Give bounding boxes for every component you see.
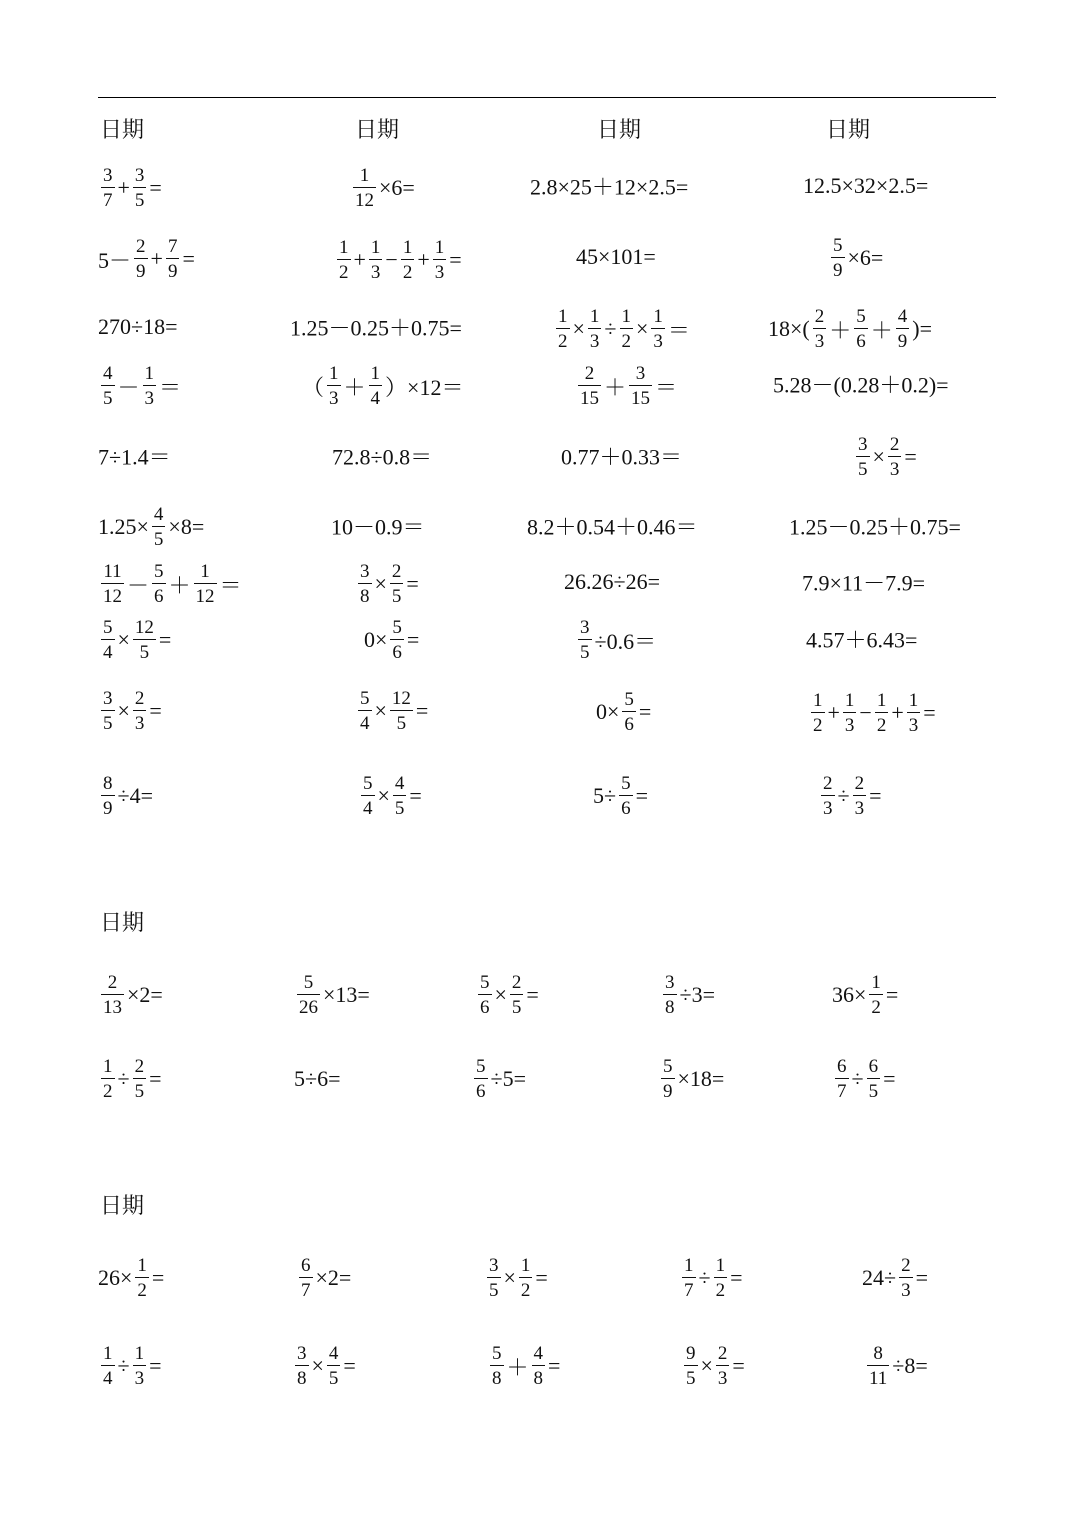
fraction: 2 3	[717, 1343, 728, 1389]
fraction: 1 2	[103, 1056, 113, 1102]
date-label: 日期	[100, 118, 145, 143]
fraction: 5 4	[103, 617, 113, 663]
date-label: 日期	[355, 118, 400, 143]
fraction: 1 2	[137, 1255, 147, 1301]
fraction: 1 7	[684, 1255, 694, 1301]
fraction: 5 6	[154, 561, 164, 607]
fraction: 1 2	[621, 306, 631, 352]
fraction: 2 9	[136, 236, 146, 282]
fraction: 1 2	[871, 972, 881, 1018]
fraction: 1 3	[329, 363, 339, 409]
section3-date-label: 日期	[100, 1194, 145, 1219]
fraction: 3 5	[858, 434, 868, 480]
date-label: 日期	[597, 118, 642, 143]
fraction: 5 9	[833, 235, 843, 281]
fraction: 12 5	[134, 617, 154, 663]
fraction: 2 3	[814, 306, 825, 352]
fraction: 1 3	[653, 306, 663, 352]
fraction: 2 3	[134, 688, 145, 734]
fraction: 2 3	[823, 773, 833, 819]
fraction: 4 9	[897, 306, 908, 352]
fraction: 2 3	[889, 434, 900, 480]
fraction: 5 4	[360, 688, 370, 734]
fraction: 3 8	[297, 1343, 307, 1389]
fraction: 2 5	[391, 561, 402, 607]
fraction: 1 4	[103, 1343, 113, 1389]
fraction: 3 8	[665, 972, 675, 1018]
fraction: 5 6	[621, 773, 631, 819]
fraction: 3 5	[134, 165, 145, 211]
fraction: 5 6	[392, 617, 402, 663]
fraction: 5 6	[476, 1056, 486, 1102]
fraction: 1 3	[844, 690, 855, 736]
fraction: 5 6	[856, 306, 866, 352]
fraction: 9 5	[686, 1343, 696, 1389]
fraction: 3 15	[631, 363, 651, 409]
fraction: 2 3	[901, 1255, 911, 1301]
fraction: 5 6	[480, 972, 490, 1018]
fraction: 1 2	[558, 306, 568, 352]
fraction: 4 5	[103, 363, 113, 409]
fraction: 5 8	[492, 1343, 502, 1389]
fraction: 1 3	[370, 237, 381, 283]
fraction: 3 5	[580, 617, 590, 663]
fraction: 1 2	[876, 690, 887, 736]
fraction: 5 26	[299, 972, 318, 1018]
fraction: 3 5	[489, 1255, 499, 1301]
fraction: 12 5	[391, 688, 411, 734]
fraction: 5 9	[663, 1056, 673, 1102]
fraction: 3 7	[103, 165, 113, 211]
fraction: 6 7	[837, 1056, 847, 1102]
fraction: 1 3	[589, 306, 600, 352]
fraction: 5 6	[624, 689, 634, 735]
fraction: 7 9	[167, 236, 178, 282]
fraction: 1 2	[520, 1255, 531, 1301]
fraction: 8 11	[869, 1343, 888, 1389]
fraction: 1 2	[813, 690, 823, 736]
fraction: 1 12	[195, 561, 215, 607]
fraction: 1 2	[715, 1255, 726, 1301]
fraction: 4 5	[328, 1343, 339, 1389]
fraction: 6 5	[868, 1056, 879, 1102]
fraction: 1 2	[339, 237, 349, 283]
fraction: 1 3	[908, 690, 919, 736]
fraction: 4 5	[394, 773, 405, 819]
date-label: 日期	[826, 118, 871, 143]
fraction: 2 13	[103, 972, 122, 1018]
fraction: 2 5	[511, 972, 522, 1018]
fraction: 8 9	[103, 773, 113, 819]
fraction: 3 5	[103, 688, 113, 734]
fraction: 11 12	[103, 561, 122, 607]
fraction: 1 3	[134, 1343, 145, 1389]
fraction: 2 5	[134, 1056, 145, 1102]
fraction: 5 4	[363, 773, 373, 819]
fraction: 4 5	[153, 504, 164, 550]
fraction: 2 15	[580, 363, 599, 409]
fraction: 3 8	[360, 561, 370, 607]
fraction: 1 3	[144, 363, 155, 409]
fraction: 1 3	[434, 237, 445, 283]
fraction: 1 2	[402, 237, 413, 283]
fraction: 1 12	[355, 165, 374, 211]
fraction: 2 3	[854, 773, 865, 819]
fraction: 6 7	[301, 1255, 311, 1301]
section2-date-label: 日期	[100, 911, 145, 936]
top-rule	[98, 97, 996, 98]
fraction: 4 8	[533, 1343, 544, 1389]
fraction: 1 4	[370, 363, 381, 409]
